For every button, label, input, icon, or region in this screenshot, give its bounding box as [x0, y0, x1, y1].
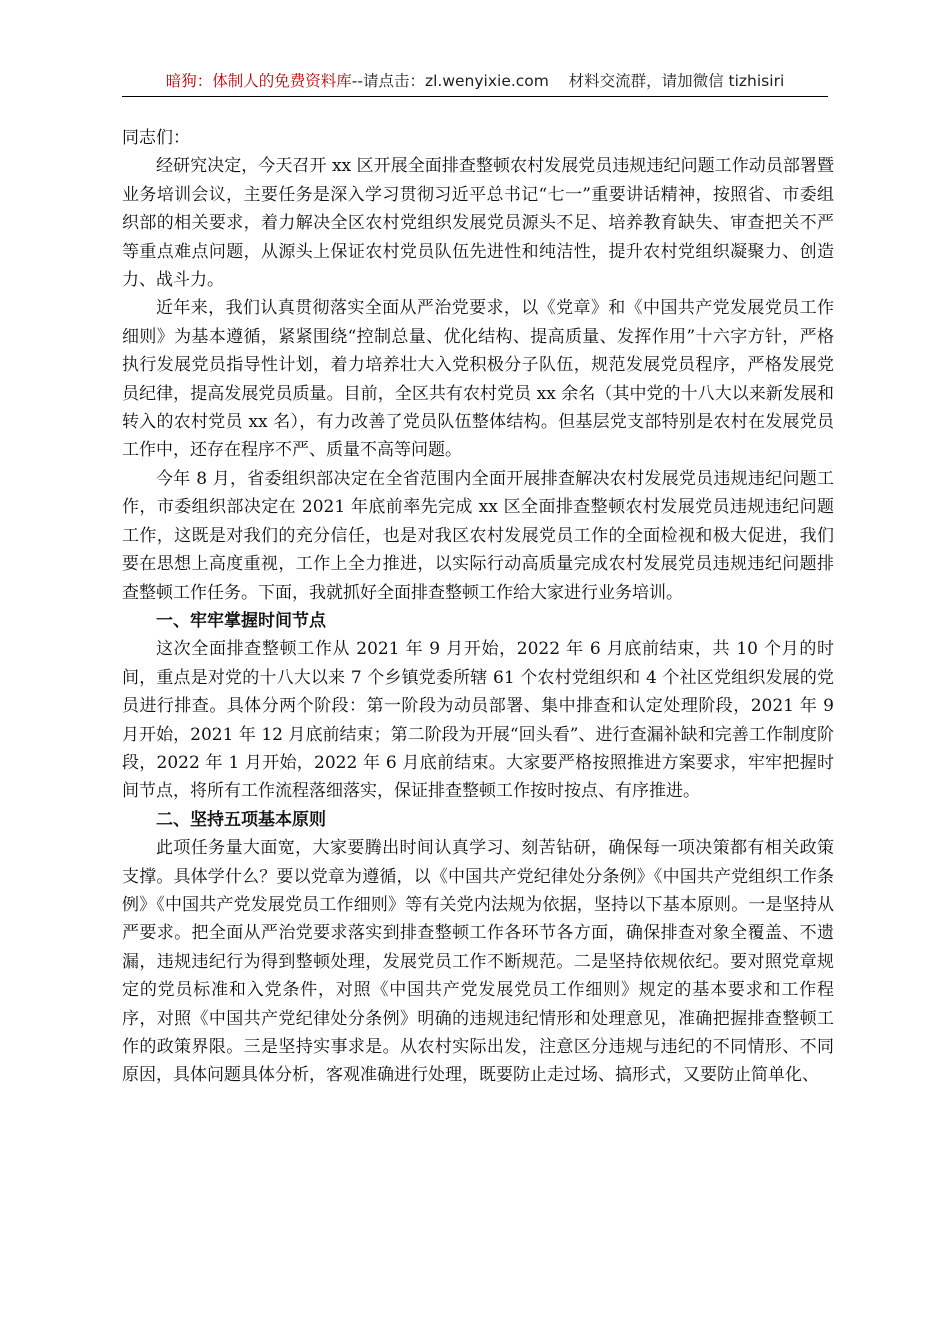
section-2-paragraph: 此项任务量大面宽，大家要腾出时间认真学习、刻苦钻研，确保每一项决策都有相关政策支撑。具体学什么？要以党章为遵循，以《中国共产党纪律处分条例》《中国共产党组织工作条例》《中国共产党发展党员工作细则》等有关党内法规为依据，坚持以下基本原则。一是坚持从严要求。把全面从严治党要求落实到排查整顿工作各环节各方面，确保排查对象全覆盖、不遗漏，违规违纪行为得到整顿处理，发展党员工作不断规范。二是坚持依规依纪。要对照党章规定的党员标准和入党条件，对照《中国共产党发展党员工作细则》规定的基本要求和工作程序，对照《中国共产党纪律处分条例》明确的违规违纪情形和处理意见，准确把握排查整顿工作的政策界限。三是坚持实事求是。从农村实际出发，注意区分违规与违纪的不同情形、不同原因，具体问题具体分析，客观准确进行处理，既要防止走过场、搞形式，又要防止简单化、 [122, 838, 834, 1086]
header-url-link[interactable]: zl.wenyixie.com [424, 72, 549, 90]
paragraph-task: 今年 8 月，省委组织部决定在全省范围内全面开展排查解决农村发展党员违规违纪问题工作，市委组织部决定在 2021 年底前率先完成 xx 区全面排查整顿农村发展党员违规违纪问题工作，这既是对我们的充分信任，也是对我区农村发展党员工作的全面检视和极大促进，我们要在思想上高度重视，工作上全力推进，以实际行动高质量完成农村发展党员违规违纪问题排查整顿工作任务。下面，我就抓好全面排查整顿工作给大家进行业务培训。 [122, 468, 834, 603]
header-click-prefix: --请点击： [351, 72, 425, 90]
section-1-heading: 一、牢牢掌握时间节点 [156, 610, 326, 631]
document-body [122, 124, 834, 1090]
header-contact: 材料交流群，请加微信 tizhisiri [568, 72, 785, 90]
paragraph-intro: 经研究决定，今天召开 xx 区开展全面排查整顿农村发展党员违规违纪问题工作动员部署暨业务培训会议，主要任务是深入学习贯彻习近平总书记“七一”重要讲话精神，按照省、市委组织部的相关要求，着力解决全区农村党组织发展党员源头不足、培养教育缺失、审查把关不严等重点难点问题，从源头上保证农村党员队伍先进性和纯洁性，提升农村党组织凝聚力、创造力、战斗力。 [122, 156, 834, 291]
salutation: 同志们： [122, 128, 190, 148]
page-header [122, 68, 828, 97]
header-brand: 暗狗：体制人的免费资料库 [165, 72, 352, 90]
section-1-paragraph: 这次全面排查整顿工作从 2021 年 9 月开始，2022 年 6 月底前结束，共 10 个月的时间，重点是对党的十八大以来 7 个乡镇党委所辖 61 个农村党组织和 4 个社区党组织发展的党员进行排查。具体分两个阶段：第一阶段为动员部署、集中排查和认定处理阶段，2021 年 9 月开始，2021 年 12 月底前结束；第二阶段为开展“回头看”、进行查漏补缺和完善工作制度阶段，2022 年 1 月开始，2022 年 6 月底前结束。大家要严格按照推进方案要求，牢牢把握时间节点，将所有工作流程落细落实，保证排查整顿工作按时按点、有序推进。 [122, 639, 834, 802]
section-2-heading: 二、坚持五项基本原则 [156, 809, 326, 830]
paragraph-background: 近年来，我们认真贯彻落实全面从严治党要求，以《党章》和《中国共产党发展党员工作细则》为基本遵循，紧紧围绕“控制总量、优化结构、提高质量、发挥作用”十六字方针，严格执行发展党员指导性计划，着力培养壮大入党积极分子队伍，规范发展党员程序，严格发展党员纪律，提高发展党员质量。目前，全区共有农村党员 xx 余名（其中党的十八大以来新发展和转入的农村党员 xx 名），有力改善了党员队伍整体结构。但基层党支部特别是农村在发展党员工作中，还存在程序不严、质量不高等问题。 [122, 298, 834, 461]
